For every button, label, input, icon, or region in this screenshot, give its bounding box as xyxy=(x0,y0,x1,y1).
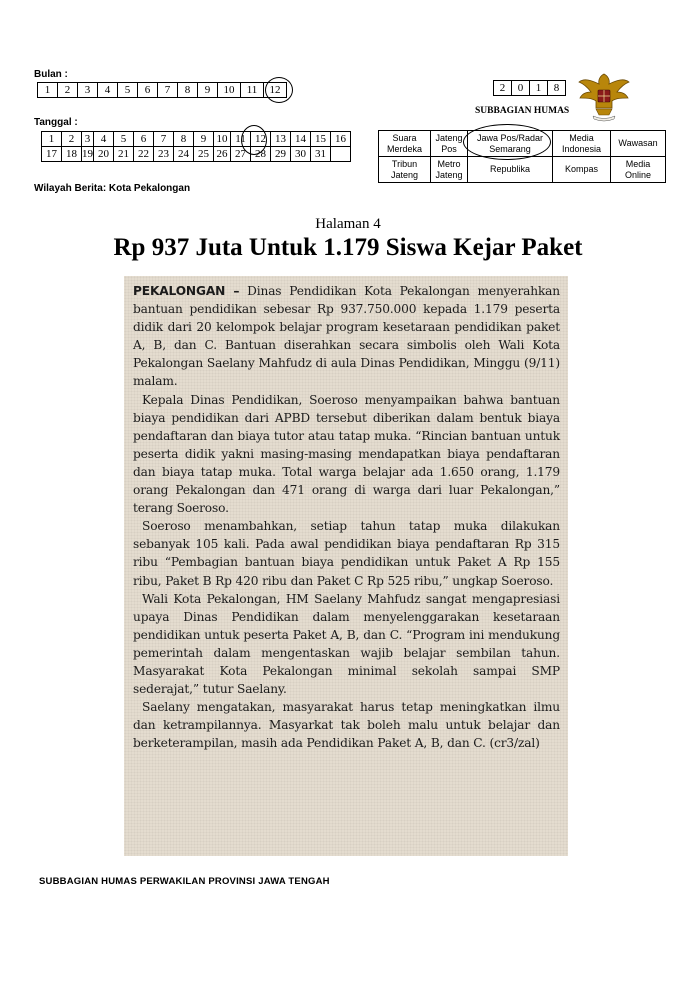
source-cell: Kompas xyxy=(553,157,611,183)
date-cell: 13 xyxy=(271,132,291,147)
date-cell: 29 xyxy=(271,147,291,162)
date-cell: 2 xyxy=(62,132,82,147)
page-number: Halaman 4 xyxy=(315,216,381,232)
date-cell: 23 xyxy=(154,147,174,162)
date-cell: 7 xyxy=(154,132,174,147)
date-cell: 21 xyxy=(114,147,134,162)
article-paragraph: Wali Kota Pekalongan, HM Saelany Mahfudz sangat mengapresiasi upaya Dinas Pendidikan dalam menyelenggarakan kesetaraan pendidikan untuk peserta Paket A, B, dan C. “Program ini mendukung pemerintah dalam mengentaskan wajib belajar sembilan tahun. Masyarakat Kota Pekalongan minimal sekolah sampai SMP sederajat,” tutur Saelany. xyxy=(133,591,560,697)
date-cell: 19 xyxy=(82,148,93,160)
article-paragraph: Saelany mengatakan, masyarakat harus tetap meningkatkan ilmu dan ketrampilannya. Masyarkat tak boleh malu untuk belajar dan berketerampilan, masih ada Pendidikan Paket A, B, dan C. (cr3/zal) xyxy=(133,700,560,751)
source-cell: Media Online xyxy=(611,157,666,183)
org-name: SUBBAGIAN HUMAS xyxy=(475,106,570,116)
month-cell: 4 xyxy=(98,83,118,98)
month-cell: 6 xyxy=(138,83,158,98)
source-cell: Wawasan xyxy=(611,131,666,157)
article-paragraph: Soeroso menambahkan, setiap tahun tatap muka dilakukan sebanyak 105 kali. Pada awal pendidikan biaya pendaftaran Rp 315 ribu “Pembagian bantuan biaya pendidikan untuk Paket A Rp 155 ribu, Paket B Rp 420 ribu dan Paket C Rp 525 ribu,” ungkap Soeroso. xyxy=(133,519,560,588)
month-cell: 1 xyxy=(38,83,58,98)
selected-month-circle xyxy=(265,77,293,103)
month-cell: 2 xyxy=(58,83,78,98)
month-grid xyxy=(37,82,287,98)
paragraph-text: Dinas Pendidikan Kota Pekalongan menyerahkan bantuan pendidikan sebesar Rp 937.750.000 kepada 1.179 peserta didik dari 20 kelompok belajar program kesetaraan pendidikan paket A, B, dan C. Bantuan diserahkan secara simbolis oleh Wali Kota Pekalongan Saelany Mahfudz di aula Dinas Pendidikan, Minggu (9/11) malam. xyxy=(133,284,560,389)
date-cell: 17 xyxy=(42,147,62,162)
wilayah-berita: Wilayah Berita: Kota Pekalongan xyxy=(34,183,191,194)
selected-source-circle xyxy=(463,124,551,160)
date-cell: 22 xyxy=(134,147,154,162)
article-headline: Rp 937 Juta Untuk 1.179 Siswa Kejar Paket xyxy=(113,234,583,261)
dateline: PEKALONGAN – xyxy=(133,284,240,298)
source-cell: Tribun Jateng xyxy=(379,157,431,183)
footer: SUBBAGIAN HUMAS PERWAKILAN PROVINSI JAWA TENGAH xyxy=(39,876,330,887)
article-paragraph: Kepala Dinas Pendidikan, Soeroso menyampaikan bahwa bantuan biaya pendidikan dari APBD tersebut diberikan dalam bentuk biaya pendaftaran dan biaya tutor atau tatap muka. “Rincian bantuan untuk peserta didik yakni masing-masing mendapatkan biaya pendaftaran dan biaya tatap muka. Total warga belajar ada 1.650 orang, 1.179 orang Pekalongan dan 471 orang di warga dari luar Pekalongan,” terang Soeroso. xyxy=(133,392,560,516)
month-cell: 10 xyxy=(218,83,241,98)
date-cell: 26 xyxy=(214,147,231,162)
date-cell: 11 xyxy=(231,132,251,147)
date-cell: 3 xyxy=(82,132,94,147)
source-cell: Jateng Pos xyxy=(431,131,468,157)
date-cell: 4 xyxy=(94,132,114,147)
date-cell: 16 xyxy=(331,132,351,147)
date-cell: 30 xyxy=(291,147,311,162)
date-cell xyxy=(331,147,351,162)
date-cell: 8 xyxy=(174,132,194,147)
selected-date-circle xyxy=(241,125,267,155)
date-cell: 25 xyxy=(194,147,214,162)
year-digit: 1 xyxy=(530,81,548,96)
month-cell: 11 xyxy=(241,83,264,98)
bulan-label: Bulan : xyxy=(34,69,68,80)
year-grid xyxy=(493,80,566,96)
source-cell: Jawa Pos/Radar Semarang xyxy=(468,131,553,157)
month-cell: 3 xyxy=(78,83,98,98)
date-cell: 5 xyxy=(114,132,134,147)
source-cell: Suara Merdeka xyxy=(379,131,431,157)
tanggal-label: Tanggal : xyxy=(34,117,78,128)
date-cell: 6 xyxy=(134,132,154,147)
source-cell: Republika xyxy=(468,157,553,183)
year-digit: 8 xyxy=(548,81,566,96)
date-cell: 18 xyxy=(62,147,82,162)
date-cell: 9 xyxy=(194,132,214,147)
date-cell: 24 xyxy=(174,147,194,162)
date-cell: 10 xyxy=(214,132,231,147)
month-cell: 12 xyxy=(264,83,287,98)
date-cell: 14 xyxy=(291,132,311,147)
date-cell: 20 xyxy=(94,147,114,162)
article-paragraph xyxy=(133,282,560,391)
date-cell: 28 xyxy=(251,147,271,162)
month-cell: 9 xyxy=(198,83,218,98)
month-cell: 7 xyxy=(158,83,178,98)
date-cell: 1 xyxy=(42,132,62,147)
date-cell: 12 xyxy=(251,132,271,147)
year-digit: 2 xyxy=(494,81,512,96)
year-digit: 0 xyxy=(512,81,530,96)
source-cell: Metro Jateng xyxy=(431,157,468,183)
month-cell: 5 xyxy=(118,83,138,98)
newspaper-clipping xyxy=(124,276,568,856)
date-cell: 31 xyxy=(311,147,331,162)
date-cell: 15 xyxy=(311,132,331,147)
date-cell: 27 xyxy=(231,147,251,162)
month-cell: 8 xyxy=(178,83,198,98)
date-grid xyxy=(41,131,351,162)
garuda-emblem-icon xyxy=(576,68,632,124)
source-cell: Media Indonesia xyxy=(553,131,611,157)
